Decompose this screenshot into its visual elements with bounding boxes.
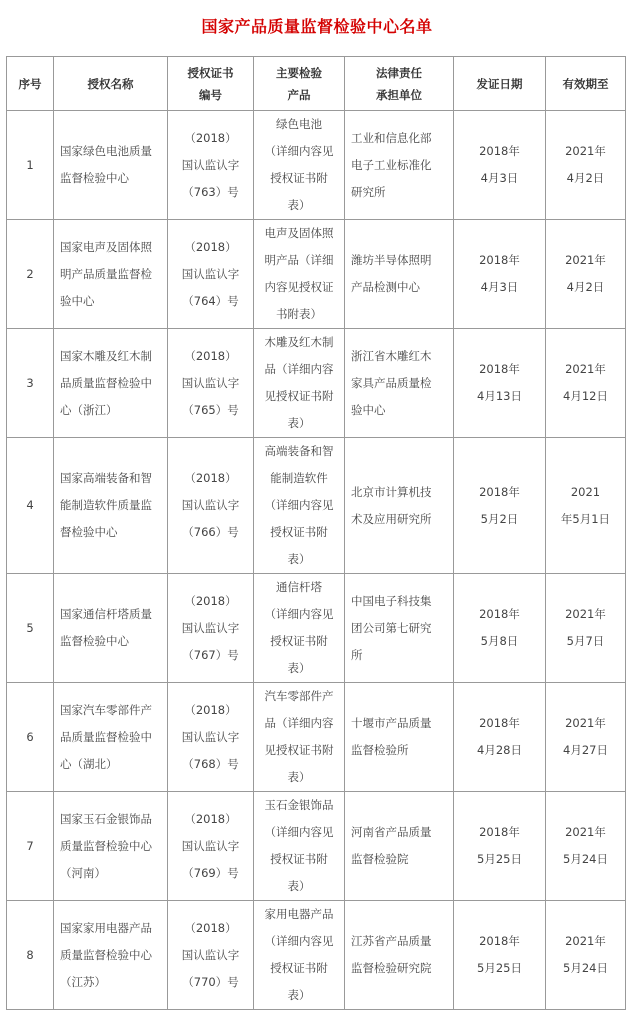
table-row bbox=[7, 683, 626, 792]
table-row bbox=[7, 792, 626, 901]
cell-expiry-date: 2021年 4月2日 bbox=[546, 220, 626, 329]
cell-name: 国家电声及固体照 明产品质量监督检 验中心 bbox=[54, 220, 168, 329]
cell-expiry-date: 2021年 5月7日 bbox=[546, 574, 626, 683]
table-header-row bbox=[7, 57, 626, 111]
table-row bbox=[7, 220, 626, 329]
page-title: 国家产品质量监督检验中心名单 bbox=[201, 17, 433, 36]
cell-name: 国家绿色电池质量 监督检验中心 bbox=[54, 111, 168, 220]
cell-issue-date: 2018年 5月2日 bbox=[454, 438, 546, 574]
table-row bbox=[7, 111, 626, 220]
cell-product: 家用电器产品 （详细内容见 授权证书附 表） bbox=[254, 901, 345, 1010]
cell-expiry-date: 2021年 4月2日 bbox=[546, 111, 626, 220]
cell-product: 通信杆塔 （详细内容见 授权证书附 表） bbox=[254, 574, 345, 683]
table-row bbox=[7, 329, 626, 438]
cell-unit: 河南省产品质量 监督检验院 bbox=[345, 792, 454, 901]
cell-unit: 浙江省木雕红木 家具产品质量检 验中心 bbox=[345, 329, 454, 438]
cell-expiry-date: 2021年 4月12日 bbox=[546, 329, 626, 438]
cell-issue-date: 2018年 5月8日 bbox=[454, 574, 546, 683]
cell-issue-date: 2018年 4月3日 bbox=[454, 111, 546, 220]
cell-cert: （2018） 国认监认字 （766）号 bbox=[168, 438, 254, 574]
center-list-table bbox=[6, 56, 626, 1010]
cell-name: 国家汽车零部件产 品质量监督检验中 心（湖北） bbox=[54, 683, 168, 792]
cell-unit: 潍坊半导体照明 产品检测中心 bbox=[345, 220, 454, 329]
cell-seq: 2 bbox=[7, 220, 54, 329]
cell-seq: 7 bbox=[7, 792, 54, 901]
cell-name: 国家木雕及红木制 品质量监督检验中 心（浙江） bbox=[54, 329, 168, 438]
cell-cert: （2018） 国认监认字 （763）号 bbox=[168, 111, 254, 220]
cell-cert: （2018） 国认监认字 （769）号 bbox=[168, 792, 254, 901]
header-unit: 法律责任 承担单位 bbox=[345, 57, 454, 111]
cell-name: 国家家用电器产品 质量监督检验中心 （江苏） bbox=[54, 901, 168, 1010]
cell-product: 绿色电池 （详细内容见 授权证书附 表） bbox=[254, 111, 345, 220]
cell-name: 国家通信杆塔质量 监督检验中心 bbox=[54, 574, 168, 683]
table-row bbox=[7, 438, 626, 574]
cell-issue-date: 2018年 5月25日 bbox=[454, 792, 546, 901]
cell-issue-date: 2018年 5月25日 bbox=[454, 901, 546, 1010]
cell-expiry-date: 2021年 5月24日 bbox=[546, 901, 626, 1010]
table-row bbox=[7, 901, 626, 1010]
cell-unit: 江苏省产品质量 监督检验研究院 bbox=[345, 901, 454, 1010]
cell-seq: 3 bbox=[7, 329, 54, 438]
header-product: 主要检验 产品 bbox=[254, 57, 345, 111]
cell-issue-date: 2018年 4月3日 bbox=[454, 220, 546, 329]
cell-cert: （2018） 国认监认字 （768）号 bbox=[168, 683, 254, 792]
cell-product: 电声及固体照 明产品（详细 内容见授权证 书附表） bbox=[254, 220, 345, 329]
cell-seq: 5 bbox=[7, 574, 54, 683]
cell-name: 国家玉石金银饰品 质量监督检验中心 （河南） bbox=[54, 792, 168, 901]
cell-unit: 中国电子科技集 团公司第七研究 所 bbox=[345, 574, 454, 683]
header-seq: 序号 bbox=[7, 57, 54, 111]
cell-product: 汽车零部件产 品（详细内容 见授权证书附 表） bbox=[254, 683, 345, 792]
cell-cert: （2018） 国认监认字 （767）号 bbox=[168, 574, 254, 683]
cell-expiry-date: 2021年 5月24日 bbox=[546, 792, 626, 901]
cell-name: 国家高端装备和智 能制造软件质量监 督检验中心 bbox=[54, 438, 168, 574]
cell-product: 高端装备和智 能制造软件 （详细内容见 授权证书附 表） bbox=[254, 438, 345, 574]
header-issue-date: 发证日期 bbox=[454, 57, 546, 111]
cell-expiry-date: 2021年 4月27日 bbox=[546, 683, 626, 792]
cell-cert: （2018） 国认监认字 （770）号 bbox=[168, 901, 254, 1010]
cell-product: 木雕及红木制 品（详细内容 见授权证书附 表） bbox=[254, 329, 345, 438]
cell-issue-date: 2018年 4月13日 bbox=[454, 329, 546, 438]
cell-seq: 6 bbox=[7, 683, 54, 792]
cell-unit: 十堰市产品质量 监督检验所 bbox=[345, 683, 454, 792]
cell-cert: （2018） 国认监认字 （764）号 bbox=[168, 220, 254, 329]
cell-expiry-date: 2021 年5月1日 bbox=[546, 438, 626, 574]
cell-seq: 8 bbox=[7, 901, 54, 1010]
cell-seq: 4 bbox=[7, 438, 54, 574]
table-row bbox=[7, 574, 626, 683]
cell-product: 玉石金银饰品 （详细内容见 授权证书附 表） bbox=[254, 792, 345, 901]
cell-unit: 工业和信息化部 电子工业标准化 研究所 bbox=[345, 111, 454, 220]
cell-unit: 北京市计算机技 术及应用研究所 bbox=[345, 438, 454, 574]
header-cert: 授权证书 编号 bbox=[168, 57, 254, 111]
cell-issue-date: 2018年 4月28日 bbox=[454, 683, 546, 792]
cell-cert: （2018） 国认监认字 （765）号 bbox=[168, 329, 254, 438]
header-expiry-date: 有效期至 bbox=[546, 57, 626, 111]
cell-seq: 1 bbox=[7, 111, 54, 220]
header-name: 授权名称 bbox=[54, 57, 168, 111]
